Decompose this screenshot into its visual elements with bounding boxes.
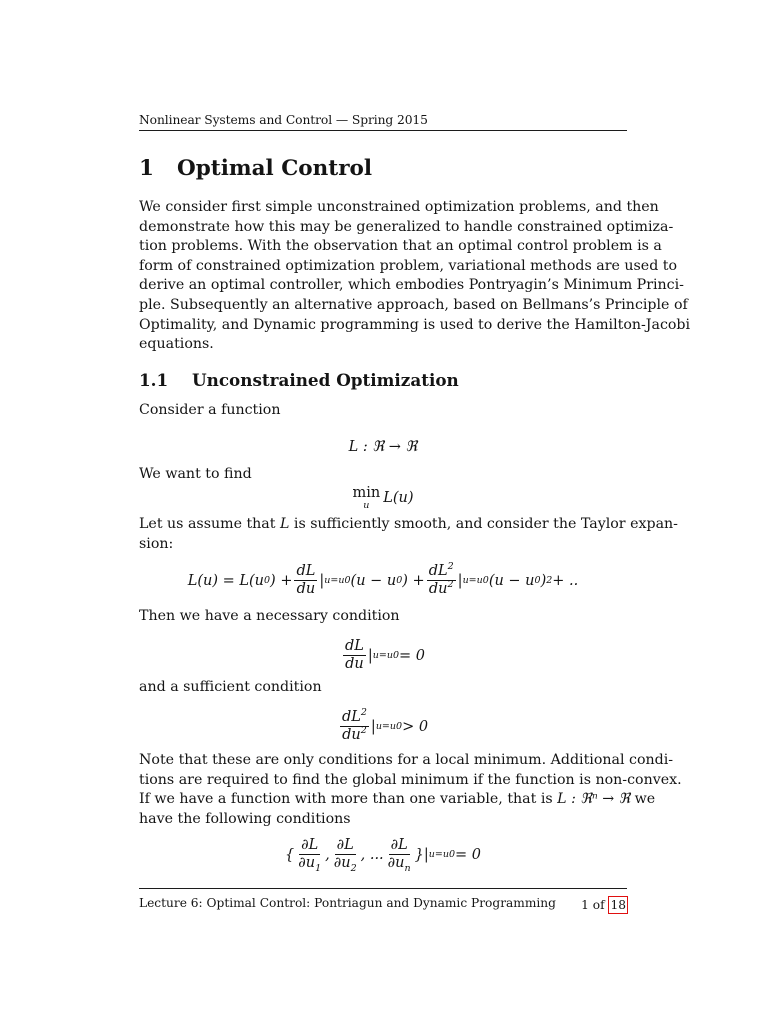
min-operator: min u xyxy=(352,485,381,511)
sufficient-text: and a sufficient condition xyxy=(139,679,322,695)
necessary-fraction: $\frac{dL}{du}$ xyxy=(344,638,364,672)
running-header: Nonlinear Systems and Control — Spring 2015 xyxy=(139,113,428,127)
intro-line: ple. Subsequently an alternative approach, based on Bellmans’s Principle of xyxy=(139,296,688,313)
mapping-equation xyxy=(139,439,627,455)
page-number: 1 of 18 xyxy=(581,898,626,912)
min-function: L(u) xyxy=(383,490,414,506)
first-derivative-fraction: $\frac{dL}{du}$ xyxy=(296,563,316,597)
section-heading xyxy=(139,156,372,181)
mapping-expression: L : ℜ → ℜ xyxy=(348,439,418,455)
note-paragraph xyxy=(139,751,682,829)
intro-line: derive an optimal controller, which embodies Pontryagin’s Minimum Princi- xyxy=(139,277,684,294)
footer-lecture-title: Lecture 6: Optimal Control: Pontriagun and Dynamic Programming xyxy=(139,896,556,910)
intro-line: tion problems. With the observation that an optimal control problem is a xyxy=(139,238,662,255)
subsection-number: 1.1 xyxy=(139,370,169,390)
footer-rule xyxy=(139,888,627,889)
gradient-equation: { $\frac{\partial L}{\partial u_1}$ , $\frac{\partial L}{\partial u_2}$ , ... $\frac{\partial L}{\partial u_n}$ } | u=u 0 = 0 xyxy=(285,837,481,874)
intro-line: equations. xyxy=(139,336,214,353)
section-number: 1 xyxy=(139,156,154,181)
intro-line: form of constrained optimization problem, variational methods are used to xyxy=(139,257,678,274)
partial-fraction-n: $\frac{\partial L}{\partial u_n}$ xyxy=(387,837,411,874)
sufficient-equation: $\frac{dL^2}{du^2}$ | u=u 0 > 0 xyxy=(341,707,429,743)
header-rule xyxy=(139,130,627,131)
partial-fraction-2: $\frac{\partial L}{\partial u_2}$ xyxy=(333,837,357,874)
intro-paragraph xyxy=(139,198,691,355)
taylor-equation: L(u) = L(u 0 ) + $\frac{dL}{du}$ | u=u 0 (u − u 0 ) + $\frac{dL^2}{du^2}$ | u=u 0 (u − u 0 ) 2 + .. xyxy=(187,561,579,597)
intro-line: demonstrate how this may be generalized to handle constrained optimiza- xyxy=(139,218,674,235)
paper-page xyxy=(139,0,691,1024)
note-line: If we have a function with more than one variable, that is L : ℜⁿ → ℜ we xyxy=(139,791,656,808)
note-line: have the following conditions xyxy=(139,810,351,827)
necessary-text: Then we have a necessary condition xyxy=(139,608,400,624)
consider-text: Consider a function xyxy=(139,402,281,418)
sufficient-fraction: $\frac{dL^2}{du^2}$ xyxy=(341,707,367,743)
necessary-equation: $\frac{dL}{du}$ | u=u 0 = 0 xyxy=(344,638,426,672)
note-line: tions are required to find the global minimum if the function is non-convex. xyxy=(139,771,682,788)
total-pages-link[interactable]: 18 xyxy=(610,898,626,912)
assume-line: Let us assume that L is sufficiently smooth, and consider the Taylor expan- xyxy=(139,516,678,532)
note-line: Note that these are only conditions for a local minimum. Additional condi- xyxy=(139,752,674,768)
want-text: We want to find xyxy=(139,466,252,482)
min-equation xyxy=(139,485,627,511)
section-title: Optimal Control xyxy=(177,156,373,181)
intro-line: Optimality, and Dynamic programming is used to derive the Hamilton-Jacobi xyxy=(139,316,691,333)
second-derivative-fraction: $\frac{dL^2}{du^2}$ xyxy=(428,561,454,597)
assume-line: sion: xyxy=(139,535,174,552)
assume-paragraph xyxy=(139,515,678,554)
intro-line: We consider first simple unconstrained optimization problems, and then xyxy=(139,199,659,215)
subsection-title: Unconstrained Optimization xyxy=(192,370,459,390)
subsection-heading xyxy=(139,370,459,390)
partial-fraction-1: $\frac{\partial L}{\partial u_1}$ xyxy=(298,837,322,874)
